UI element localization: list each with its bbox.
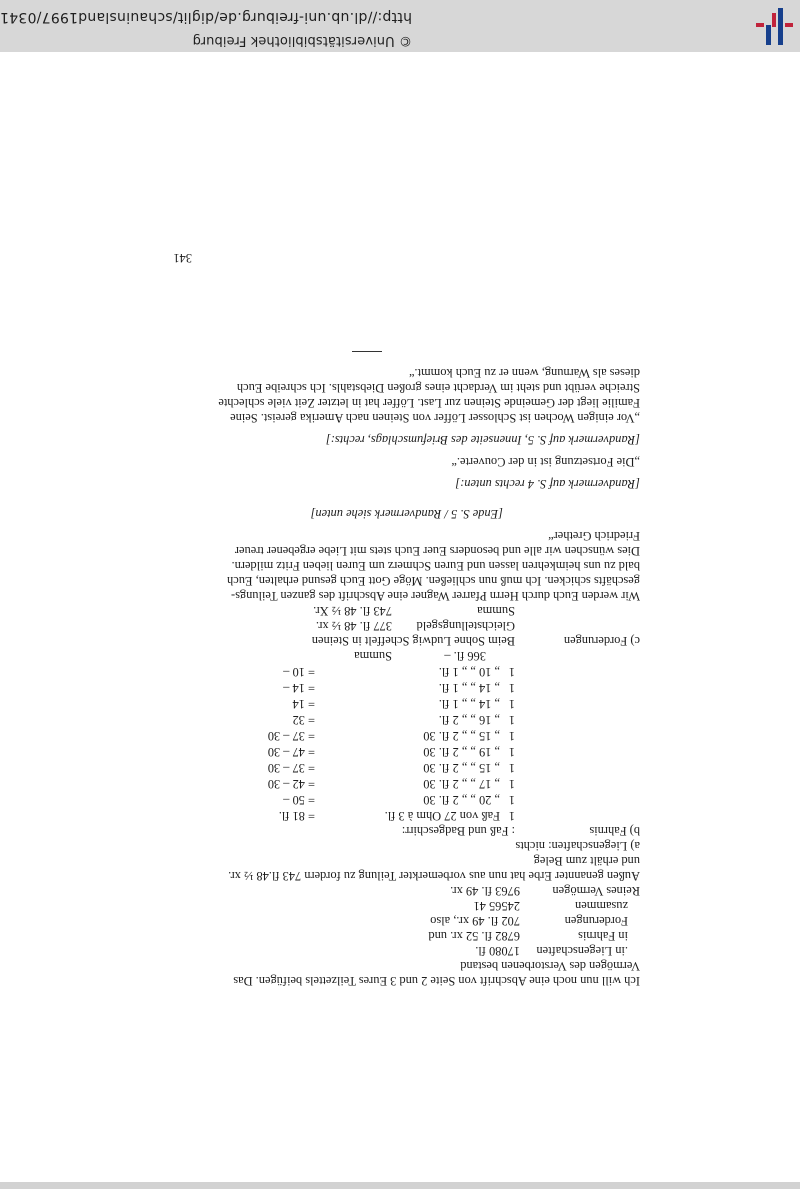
- document-url-link[interactable]: http://dl.ub.uni-freiburg.de/diglit/schauinsland1997/0341: [0, 9, 412, 25]
- estate-amount: 9763 fl. 49 xr.: [450, 884, 520, 898]
- section-b-label: b) Fahrnis: [589, 824, 640, 838]
- page-number: 341: [173, 251, 192, 265]
- barrel-desc: „ 15 „ „ 2 fl. 30: [423, 729, 500, 743]
- barrel-value: = 10 –: [283, 665, 315, 679]
- barrel-desc: „ 20 „ „ 2 fl. 30: [423, 793, 500, 807]
- barrel-qty: 1: [508, 697, 515, 711]
- paragraph-line: bald zu uns heimkehren lassen und Euren Schmerz um Euren lieben Fritz mildern.: [231, 559, 640, 573]
- barrel-value: = 32: [292, 713, 315, 727]
- estate-row-label: Reines Vermögen: [552, 884, 640, 898]
- equalization-label: Gleichstellungsgeld: [416, 619, 515, 633]
- ub-freiburg-logo-icon[interactable]: [750, 4, 794, 48]
- estate-amount: 6782 fl. 52 xr. und: [428, 929, 520, 943]
- editorial-note: [Ende S. 5 / Randvermerk siehe unten]: [310, 507, 503, 521]
- paragraph-line: dieses als Warnung, wenn er zu Euch kommt.“: [408, 366, 640, 380]
- bottom-bar: [0, 1182, 800, 1189]
- estate-amount: 17080 fl.: [475, 944, 520, 958]
- summa-value-text: 366 fl. –: [444, 649, 486, 663]
- barrel-desc: „ 17 „ „ 2 fl. 30: [423, 777, 500, 791]
- section-b-text: : Faß und Badgeschirr:: [401, 824, 515, 838]
- barrel-qty: 1: [508, 665, 515, 679]
- intro-line: Ich will nun noch eine Abschrift von Seite 2 und 3 Eures Teilzettels beifügen. Das: [233, 974, 640, 988]
- estate-label-line: .in Liegenschaften: [536, 944, 628, 958]
- estate-row-label: in Fahrnis: [578, 929, 628, 943]
- barrel-qty: 1: [508, 681, 515, 695]
- barrel-value: = 37 – 30: [267, 729, 315, 743]
- section-a: a) Liegenschaften: nichts: [515, 839, 640, 853]
- barrel-value: = 14 –: [283, 681, 315, 695]
- claims-text: Beim Sohne Ludwig Scheffelt in Steinen: [311, 634, 515, 648]
- barrel-desc: „ 16 „ „ 2 fl.: [438, 713, 500, 727]
- barrel-qty: 1: [508, 745, 515, 759]
- barrel-value: = 47 – 30: [267, 745, 315, 759]
- header-bar: [0, 0, 800, 52]
- signature: Friedrich Grether“: [548, 529, 640, 543]
- barrel-value: = 50 –: [283, 793, 315, 807]
- barrel-desc: Faß von 27 Ohm à 3 fl.: [384, 809, 500, 823]
- estate-label-line: Vermögen des Verstorbenen bestand: [460, 959, 640, 973]
- paragraph-line: Familie liegt der Gemeinde Steinen zur Last. Löffer hat in letzter Zeit viele schlechte: [218, 396, 640, 410]
- barrel-desc: „ 14 „ „ 1 fl.: [438, 681, 500, 695]
- barrel-qty: 1: [508, 793, 515, 807]
- copyright-text: © Universitätsbibliothek Freiburg: [192, 33, 412, 48]
- editorial-note: [Randvermerk auf S. 5, Innenseite des Briefumschlags, rechts:]: [325, 433, 640, 447]
- barrel-value: = 42 – 30: [267, 777, 315, 791]
- estate-row-label: Forderungen: [564, 914, 628, 928]
- paragraph-line: Streiche verübt und steht im Verdacht eines großen Diebstahls. Ich schreibe Euch: [236, 381, 640, 395]
- barrel-value: = 14: [292, 697, 315, 711]
- barrel-value: = 81 fl.: [278, 809, 315, 823]
- estate-row-label: zusammen: [575, 899, 628, 913]
- barrel-desc: „ 10 „ „ 1 fl.: [438, 665, 500, 679]
- barrel-desc: „ 15 „ „ 2 fl. 30: [423, 761, 500, 775]
- equalization-value: 377 fl. 48 ½ xr.: [315, 619, 392, 633]
- paragraph-line: Außen genannter Erbe hat nun aus vorbemerkter Teilung zu fordern 743 fl.48 ½ xr.: [228, 869, 640, 883]
- paragraph-line: „Vor einigen Wochen ist Schlosser Löffer von Steinen nach Amerika gereist. Seine: [230, 411, 640, 425]
- editorial-note: [Randvermerk auf S. 4 rechts unten:]: [455, 477, 640, 491]
- barrel-qty: 1: [508, 777, 515, 791]
- barrel-desc: „ 19 „ „ 2 fl. 30: [423, 745, 500, 759]
- barrel-value: = 37 – 30: [267, 761, 315, 775]
- divider-rule: [352, 351, 382, 352]
- paragraph-line: und erhält zum Beleg: [533, 854, 640, 868]
- estate-amount: 24565 41: [473, 899, 520, 913]
- barrel-qty: 1: [508, 809, 515, 823]
- summa-value: [350, 648, 486, 663]
- barrel-qty: 1: [508, 761, 515, 775]
- claims-summa-label: Summa: [477, 604, 515, 618]
- barrel-desc: „ 14 „ „ 1 fl.: [438, 697, 500, 711]
- claims-label: c) Forderungen: [563, 634, 640, 648]
- barrel-qty: 1: [508, 713, 515, 727]
- barrel-qty: 1: [508, 729, 515, 743]
- paragraph-line: Wir werden Euch durch Herrn Pfarrer Wagner eine Abschrift des ganzen Teilungs-: [230, 589, 640, 603]
- estate-amount: 702 fl. 49 xr., also: [430, 914, 520, 928]
- paragraph-line: geschäfts schicken. Ich muß nun schließen. Möge Gott Euch gesund erhalten, Euch: [227, 574, 640, 588]
- paragraph-line: Dies wünschen wir alle und besonders Euer Euch stets mit Liebe ergebener treuer: [234, 544, 640, 558]
- claims-summa-value: 743 fl. 48 ½ Xr.: [313, 604, 392, 618]
- quote-line: „Die Fortsetzung ist in der Couverte.“: [451, 455, 640, 469]
- summa-label: Summa: [354, 649, 392, 663]
